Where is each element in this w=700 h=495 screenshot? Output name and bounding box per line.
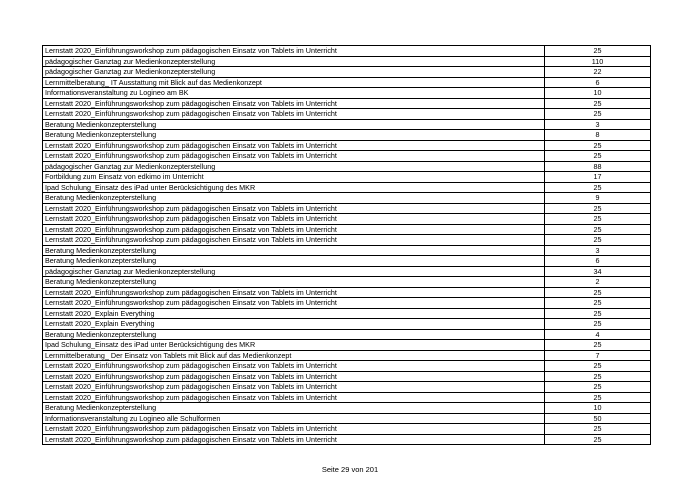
event-title-cell: Lernstatt 2020_Einführungsworkshop zum pädagogischen Einsatz von Tablets im Unterricht bbox=[43, 424, 545, 435]
data-table bbox=[42, 45, 651, 445]
table-row bbox=[43, 130, 651, 141]
participant-count-cell: 22 bbox=[545, 67, 651, 78]
table-row bbox=[43, 413, 651, 424]
table-row bbox=[43, 224, 651, 235]
table-row bbox=[43, 214, 651, 225]
table-row bbox=[43, 287, 651, 298]
event-title-cell: Lernstatt 2020_Einführungsworkshop zum pädagogischen Einsatz von Tablets im Unterricht bbox=[43, 287, 545, 298]
event-title-cell: Lernstatt 2020_Einführungsworkshop zum pädagogischen Einsatz von Tablets im Unterricht bbox=[43, 361, 545, 372]
participant-count-cell: 2 bbox=[545, 277, 651, 288]
participant-count-cell: 25 bbox=[545, 424, 651, 435]
table-row bbox=[43, 256, 651, 267]
table-row bbox=[43, 371, 651, 382]
table-row bbox=[43, 350, 651, 361]
event-title-cell: Lernstatt 2020_Einführungsworkshop zum pädagogischen Einsatz von Tablets im Unterricht bbox=[43, 298, 545, 309]
participant-count-cell: 88 bbox=[545, 161, 651, 172]
event-title-cell: Lernstatt 2020_Einführungsworkshop zum pädagogischen Einsatz von Tablets im Unterricht bbox=[43, 151, 545, 162]
table-row bbox=[43, 235, 651, 246]
table-row bbox=[43, 46, 651, 57]
table-row bbox=[43, 182, 651, 193]
participant-count-cell: 25 bbox=[545, 392, 651, 403]
page-footer bbox=[0, 465, 700, 474]
event-title-cell: Lernstatt 2020_Einführungsworkshop zum pädagogischen Einsatz von Tablets im Unterricht bbox=[43, 235, 545, 246]
event-title-cell: Ipad Schulung_Einsatz des iPad unter Berücksichtigung des MKR bbox=[43, 182, 545, 193]
participant-count-cell: 6 bbox=[545, 256, 651, 267]
participant-count-cell: 25 bbox=[545, 214, 651, 225]
event-title-cell: Lernstatt 2020_Einführungsworkshop zum pädagogischen Einsatz von Tablets im Unterricht bbox=[43, 392, 545, 403]
table-row bbox=[43, 277, 651, 288]
table-row bbox=[43, 151, 651, 162]
event-title-cell: Lernstatt 2020_Einführungsworkshop zum pädagogischen Einsatz von Tablets im Unterricht bbox=[43, 140, 545, 151]
event-title-cell: Beratung Medienkonzepterstellung bbox=[43, 193, 545, 204]
table-row bbox=[43, 161, 651, 172]
event-title-cell: Lernstatt 2020_Einführungsworkshop zum pädagogischen Einsatz von Tablets im Unterricht bbox=[43, 46, 545, 57]
event-title-cell: Lernstatt 2020_Einführungsworkshop zum pädagogischen Einsatz von Tablets im Unterricht bbox=[43, 434, 545, 445]
event-title-cell: Lernmittelberatung_ Der Einsatz von Tablets mit Blick auf das Medienkonzept bbox=[43, 350, 545, 361]
participant-count-cell: 50 bbox=[545, 413, 651, 424]
participant-count-cell: 3 bbox=[545, 245, 651, 256]
participant-count-cell: 25 bbox=[545, 434, 651, 445]
event-title-cell: Lernstatt 2020_Einführungsworkshop zum pädagogischen Einsatz von Tablets im Unterricht bbox=[43, 109, 545, 120]
participant-count-cell: 4 bbox=[545, 329, 651, 340]
table-row bbox=[43, 434, 651, 445]
table-row bbox=[43, 245, 651, 256]
table-row bbox=[43, 308, 651, 319]
table-row bbox=[43, 340, 651, 351]
table-row bbox=[43, 382, 651, 393]
participant-count-cell: 25 bbox=[545, 109, 651, 120]
participant-count-cell: 34 bbox=[545, 266, 651, 277]
table-row bbox=[43, 172, 651, 183]
participant-count-cell: 10 bbox=[545, 403, 651, 414]
participant-count-cell: 25 bbox=[545, 140, 651, 151]
event-title-cell: Lernstatt 2020_Einführungsworkshop zum pädagogischen Einsatz von Tablets im Unterricht bbox=[43, 224, 545, 235]
table-row bbox=[43, 119, 651, 130]
event-title-cell: Beratung Medienkonzepterstellung bbox=[43, 130, 545, 141]
participant-count-cell: 25 bbox=[545, 382, 651, 393]
table-body bbox=[43, 46, 651, 445]
event-title-cell: pädagogischer Ganztag zur Medienkonzepterstellung bbox=[43, 56, 545, 67]
event-title-cell: Informationsveranstaltung zu Logineo alle Schulformen bbox=[43, 413, 545, 424]
participant-count-cell: 25 bbox=[545, 203, 651, 214]
table-row bbox=[43, 298, 651, 309]
event-title-cell: Beratung Medienkonzepterstellung bbox=[43, 119, 545, 130]
participant-count-cell: 25 bbox=[545, 182, 651, 193]
table-row bbox=[43, 109, 651, 120]
event-title-cell: Beratung Medienkonzepterstellung bbox=[43, 277, 545, 288]
table-row bbox=[43, 88, 651, 99]
participant-count-cell: 10 bbox=[545, 88, 651, 99]
table-row bbox=[43, 98, 651, 109]
participant-count-cell: 25 bbox=[545, 46, 651, 57]
table-row bbox=[43, 424, 651, 435]
event-title-cell: Lernmittelberatung_ IT Ausstattung mit Blick auf das Medienkonzept bbox=[43, 77, 545, 88]
table-row bbox=[43, 266, 651, 277]
participant-count-cell: 25 bbox=[545, 151, 651, 162]
participant-count-cell: 8 bbox=[545, 130, 651, 141]
event-title-cell: Lernstatt 2020_Explain Everything bbox=[43, 319, 545, 330]
event-title-cell: Ipad Schulung_Einsatz des iPad unter Berücksichtigung des MKR bbox=[43, 340, 545, 351]
participant-count-cell: 17 bbox=[545, 172, 651, 183]
participant-count-cell: 25 bbox=[545, 361, 651, 372]
event-title-cell: Fortbildung zum Einsatz von edkimo im Unterricht bbox=[43, 172, 545, 183]
event-title-cell: Lernstatt 2020_Einführungsworkshop zum pädagogischen Einsatz von Tablets im Unterricht bbox=[43, 98, 545, 109]
event-title-cell: pädagogischer Ganztag zur Medienkonzepterstellung bbox=[43, 266, 545, 277]
participant-count-cell: 3 bbox=[545, 119, 651, 130]
event-title-cell: pädagogischer Ganztag zur Medienkonzepterstellung bbox=[43, 161, 545, 172]
event-title-cell: Beratung Medienkonzepterstellung bbox=[43, 329, 545, 340]
table-row bbox=[43, 193, 651, 204]
event-title-cell: Beratung Medienkonzepterstellung bbox=[43, 403, 545, 414]
table-row bbox=[43, 361, 651, 372]
participant-count-cell: 110 bbox=[545, 56, 651, 67]
participant-count-cell: 6 bbox=[545, 77, 651, 88]
table-row bbox=[43, 67, 651, 78]
participant-count-cell: 25 bbox=[545, 371, 651, 382]
table-row bbox=[43, 77, 651, 88]
event-title-cell: Lernstatt 2020_Einführungsworkshop zum pädagogischen Einsatz von Tablets im Unterricht bbox=[43, 203, 545, 214]
table-row bbox=[43, 403, 651, 414]
event-title-cell: Beratung Medienkonzepterstellung bbox=[43, 245, 545, 256]
participant-count-cell: 25 bbox=[545, 308, 651, 319]
participant-count-cell: 25 bbox=[545, 224, 651, 235]
event-title-cell: Beratung Medienkonzepterstellung bbox=[43, 256, 545, 267]
participant-count-cell: 7 bbox=[545, 350, 651, 361]
page-number-label: Seite 29 von 201 bbox=[321, 465, 379, 474]
table-row bbox=[43, 56, 651, 67]
participant-count-cell: 9 bbox=[545, 193, 651, 204]
participant-count-cell: 25 bbox=[545, 340, 651, 351]
participant-count-cell: 25 bbox=[545, 98, 651, 109]
participant-count-cell: 25 bbox=[545, 235, 651, 246]
event-title-cell: Lernstatt 2020_Einführungsworkshop zum pädagogischen Einsatz von Tablets im Unterricht bbox=[43, 371, 545, 382]
table-row bbox=[43, 392, 651, 403]
table-row bbox=[43, 203, 651, 214]
table-row bbox=[43, 329, 651, 340]
participant-count-cell: 25 bbox=[545, 298, 651, 309]
participant-count-cell: 25 bbox=[545, 319, 651, 330]
table-row bbox=[43, 319, 651, 330]
event-title-cell: Lernstatt 2020_Explain Everything bbox=[43, 308, 545, 319]
table-row bbox=[43, 140, 651, 151]
event-title-cell: pädagogischer Ganztag zur Medienkonzepterstellung bbox=[43, 67, 545, 78]
event-title-cell: Lernstatt 2020_Einführungsworkshop zum pädagogischen Einsatz von Tablets im Unterricht bbox=[43, 214, 545, 225]
event-title-cell: Informationsveranstaltung zu Logineo am BK bbox=[43, 88, 545, 99]
participant-count-cell: 25 bbox=[545, 287, 651, 298]
event-title-cell: Lernstatt 2020_Einführungsworkshop zum pädagogischen Einsatz von Tablets im Unterricht bbox=[43, 382, 545, 393]
